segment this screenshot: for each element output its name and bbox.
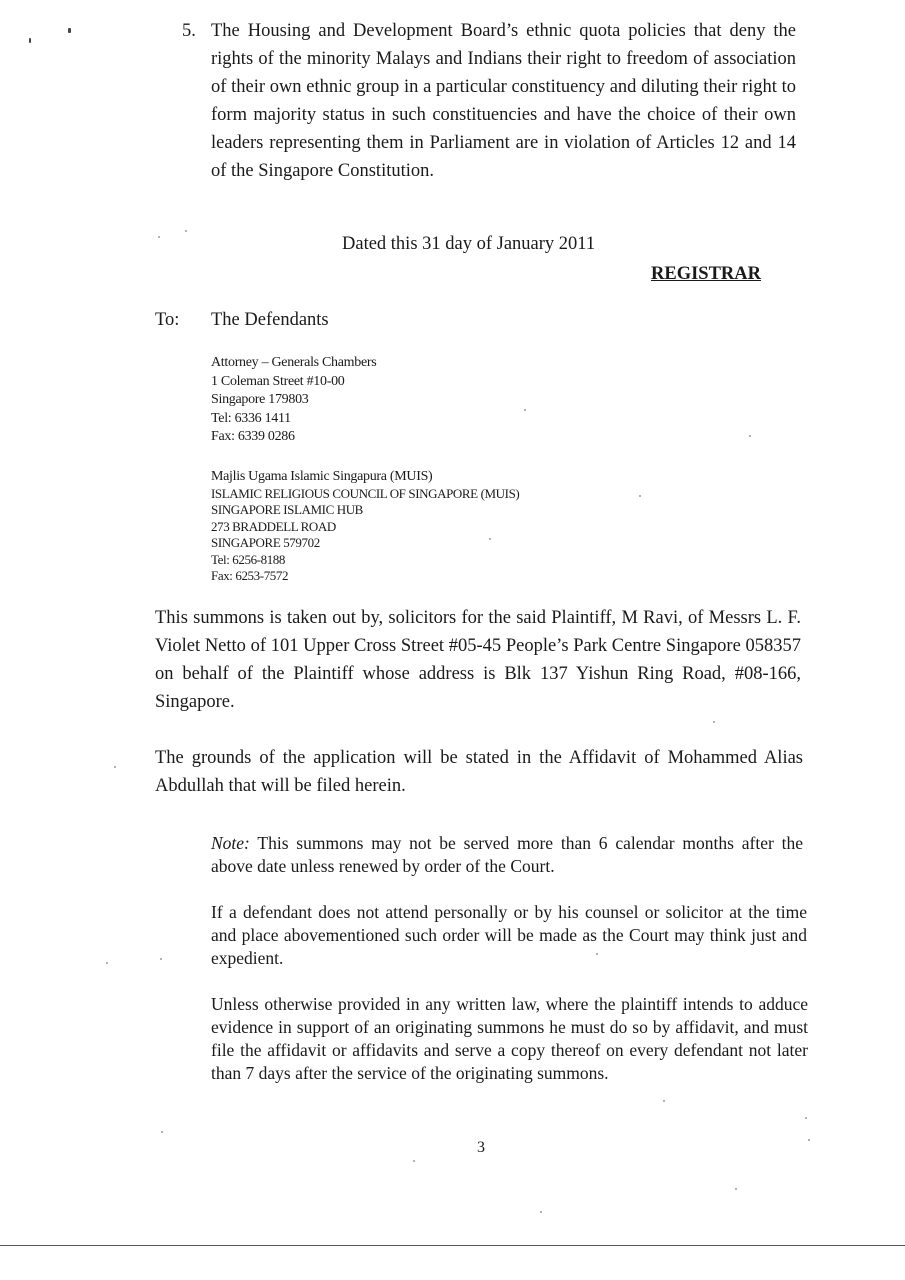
registrar-label: REGISTRAR [651,264,761,284]
page-number: 3 [477,1139,485,1156]
scan-speck [68,28,71,33]
scan-speck [749,435,751,437]
item-5-number: 5. [182,21,196,41]
scan-speck [160,958,162,960]
scan-speck [185,230,187,232]
scan-speck [663,1100,665,1102]
scan-speck [114,766,116,768]
dated-line: Dated this 31 day of January 2011 [342,234,596,254]
scan-speck [413,1160,415,1162]
address-line: ISLAMIC RELIGIOUS COUNCIL OF SINGAPORE (MUIS) [211,485,520,501]
address-line: Majlis Ugama Islamic Singapura (MUIS) [211,469,433,484]
defendant-paragraph: If a defendant does not attend personally or by his counsel or solicitor at the time and place abovementioned such order will be made as the Court may think just and expedient. [211,902,807,968]
address-line: Attorney – Generals Chambers [211,355,377,370]
address-line: SINGAPORE 579702 [211,535,320,550]
item-5-text: The Housing and Development Board’s ethnic quota policies that deny the rights of the minority Malays and Indians their right to freedom of association of their own ethnic group in a particular constituency and diluting their right to form majority status in such constituencies and have the choice of their own leaders representing them in Parliament are in violation of Articles 12 and 14 of the Singapore Constitution. [211,21,796,181]
bottom-rule [0,1245,905,1246]
note-text: This summons may not be served more than 6 calendar months after the above date unless renewed by order of the Court. [211,833,804,876]
address-line: Tel: 6336 1411 [211,410,291,426]
scan-speck [735,1188,737,1190]
scan-speck [805,1117,807,1119]
scan-speck [808,1139,810,1141]
to-recipient: The Defendants [211,310,329,330]
note-label: Note: [211,833,250,853]
scan-speck [713,721,715,723]
address-line: SINGAPORE ISLAMIC HUB [211,502,363,517]
address-muis [211,469,519,585]
address-line: Fax: 6339 0286 [211,429,295,444]
scan-speck [540,1211,542,1213]
address-line: 1 Coleman Street #10-00 [211,373,345,389]
scan-speck [106,962,108,964]
scan-speck [158,236,160,238]
grounds-paragraph: The grounds of the application will be stated in the Affidavit of Mohammed Alias Abdullah that will be filed herein. [155,748,803,796]
address-line: Tel: 6256-8188 [211,551,286,567]
scan-speck [161,1131,163,1133]
address-attorney-general [211,354,376,447]
scan-speck [29,38,31,43]
to-label: To: [155,310,180,330]
address-line: Singapore 179803 [211,392,309,407]
summons-paragraph: This summons is taken out by, solicitors for the said Plaintiff, M Ravi, of Messrs L. F. Violet Netto of 101 Upper Cross Street #05-45 People’s Park Centre Singapore 058357 on behalf of the Plaintiff whose address is Blk 137 Yishun Ring Road, #08-166, Singapore. [155,608,801,712]
unless-paragraph: Unless otherwise provided in any written law, where the plaintiff intends to adduce evidence in support of an originating summons he must do so by affidavit, and must file the affidavit or affidavits and serve a copy thereof on every defendant not later than 7 days after the service of the originating summons. [211,994,808,1083]
scan-speck [524,409,526,411]
note-paragraph [211,832,803,878]
scan-speck [639,495,641,497]
address-line: Fax: 6253-7572 [211,568,289,583]
scan-speck [489,538,491,540]
address-line: 273 BRADDELL ROAD [211,518,336,534]
scan-speck [596,953,598,955]
